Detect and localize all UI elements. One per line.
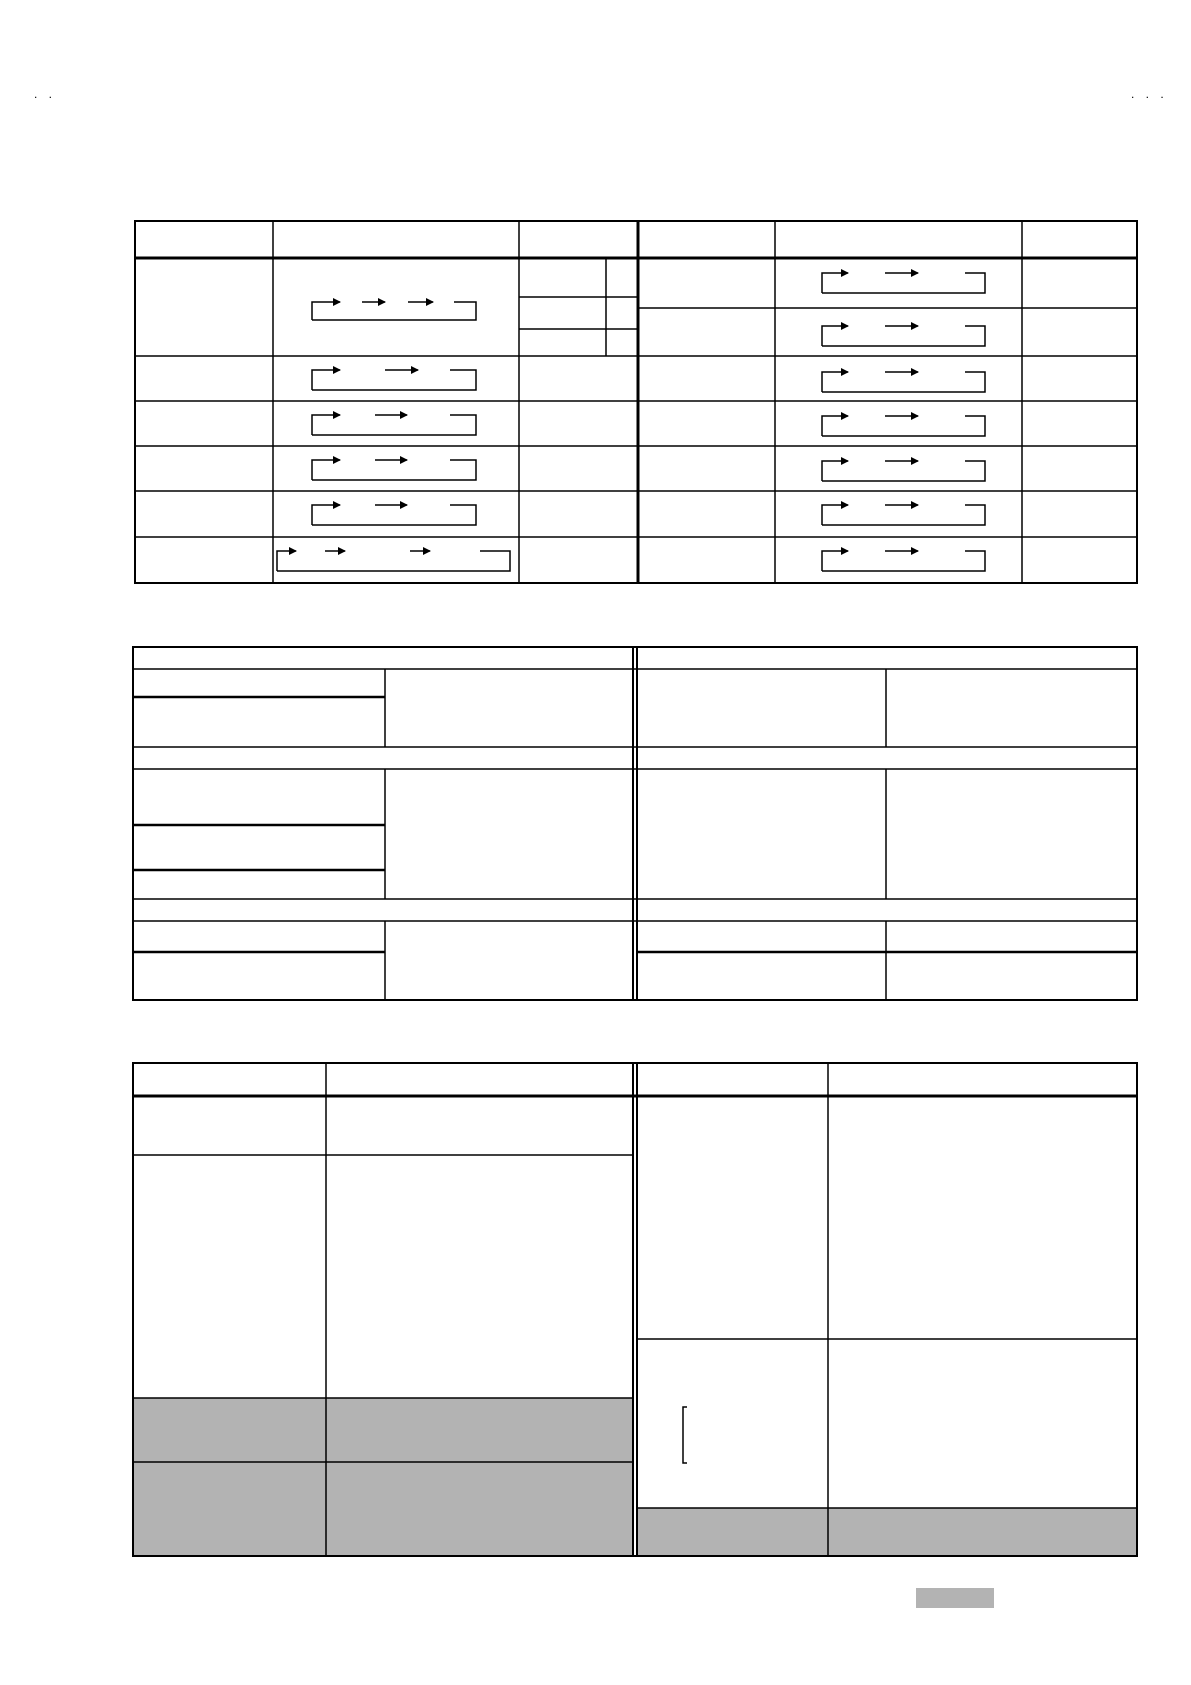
settings-grid-table [0,630,1191,1010]
loop-arrow-icon [822,551,985,571]
header-right-marks: . . . [1131,87,1168,101]
loop-arrow-icon [312,415,476,435]
loop-arrow-icon [312,460,476,480]
loop-arrow-icon [277,551,510,571]
loop-arrow-icon [312,505,476,525]
loop-arrow-icon [822,326,985,346]
loop-arrow-icon [822,461,985,481]
loop-arrow-icon [312,302,476,320]
spec-table [0,1050,1191,1570]
header-left-marks: . . [34,87,57,101]
loop-arrow-icon [822,505,985,525]
flow-loop-icons [0,0,1191,600]
page-number-tab [916,1588,994,1608]
loop-arrow-icon [312,370,476,390]
loop-arrow-icon [822,273,985,293]
loop-arrow-icon [822,372,985,392]
loop-arrow-icon [822,416,985,436]
